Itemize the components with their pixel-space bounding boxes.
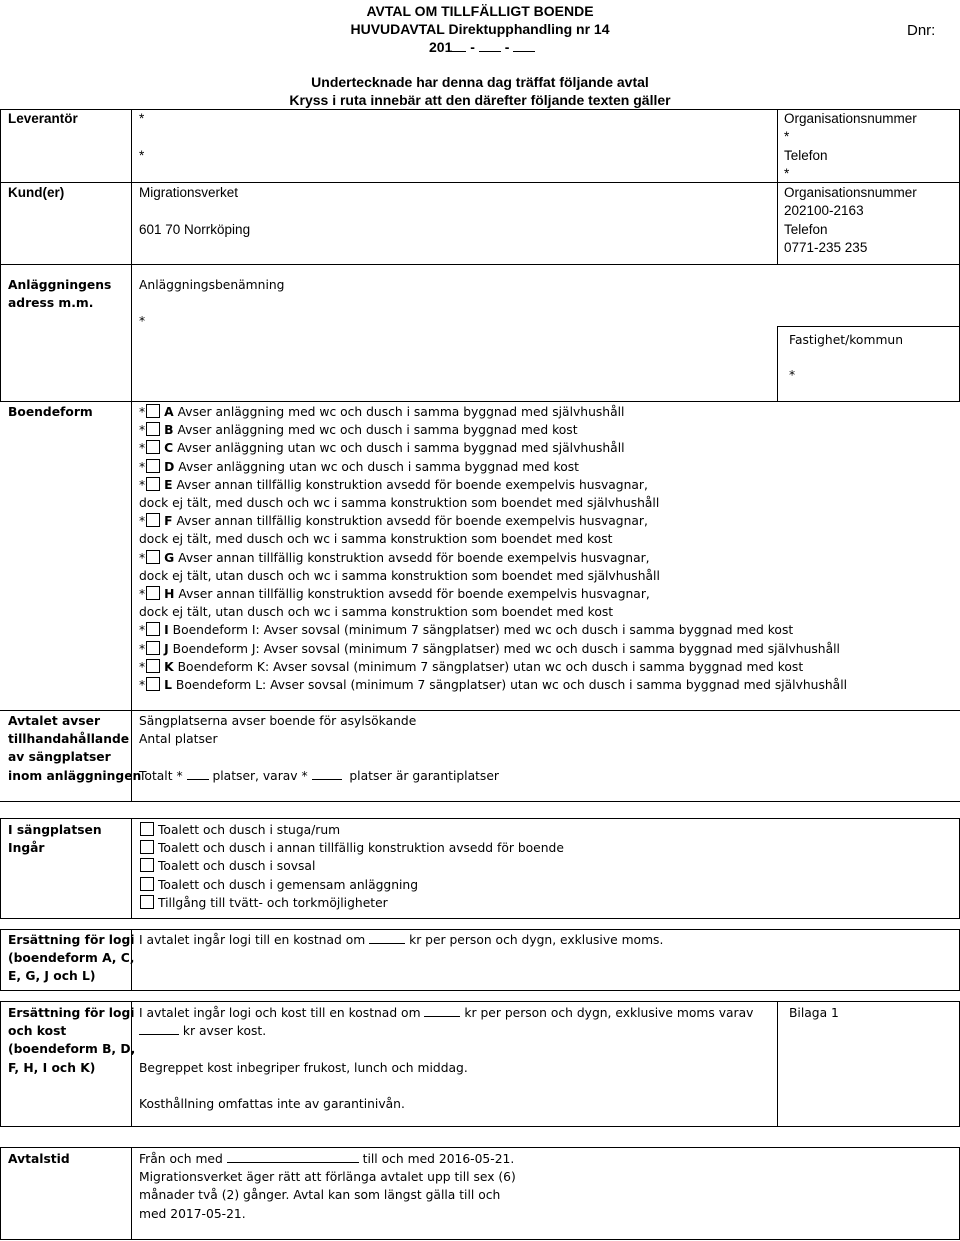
boendeform-option-k: * K Boendeform K: Avser sovsal (minimum 7 sängplatser) utan wc och dusch i samma byggnad med kost (139, 659, 804, 674)
avtalstid-start-field[interactable] (227, 1151, 359, 1163)
boendeform-checkbox-c[interactable] (146, 440, 160, 454)
ingar-label: I sängplatsen Ingår (8, 823, 102, 856)
avtalstid-text: Från och med till och med 2016-05-21. Migrationsverket äger rätt att förlänga avtalet upp till sex (6) månader två (2) gånger. Avtal kan som längst gälla till och med 2017-05-21. (139, 1152, 516, 1221)
avtalstid-label: Avtalstid (8, 1152, 70, 1166)
leverantor-label: Leverantör (8, 111, 78, 126)
boendeform-option-h-cont: dock ej tält, utan dusch och wc i samma konstruktion som boendet med kost (139, 605, 614, 620)
intro-text (220, 73, 740, 109)
boendeform-text: Boendeform J: Avser sovsal (minimum 7 sängplatser) med wc och dusch i samma byggnad med självhushåll (172, 641, 840, 656)
boendeform-option-g-cont: dock ej tält, utan dusch och wc i samma konstruktion som boendet med självhushåll (139, 568, 660, 583)
dnr-label: Dnr: (907, 22, 936, 39)
rule-ingar (0, 818, 960, 819)
boendeform-letter: B (164, 423, 174, 438)
boendeform-option-b: * B Avser anläggning med wc och dusch i samma byggnad med kost (139, 423, 578, 438)
rule-avtalet-bottom (0, 801, 960, 802)
date-year-prefix: 201 (429, 39, 453, 55)
boendeform-letter: J (164, 641, 169, 656)
ingar-checkbox[interactable] (140, 822, 154, 836)
boendeform-checkbox-j[interactable] (146, 641, 160, 655)
leverantor-tel-label: Telefon (784, 148, 828, 163)
leverantor-address-field[interactable]: * (139, 148, 145, 163)
avtalet-content (139, 712, 939, 785)
ingar-item (139, 857, 939, 875)
boendeform-text: Avser anläggning med wc och dusch i samma byggnad med kost (177, 423, 578, 438)
rule-fastighet-top (777, 326, 960, 327)
date-line: 201 - - (300, 38, 660, 56)
rule-left-3 (0, 929, 1, 990)
boendeform-text: Avser annan tillfällig konstruktion avsedd för boende exempelvis husvagnar, (176, 477, 648, 492)
boendeform-option-i: * I Boendeform I: Avser sovsal (minimum 7 sängplatser) med wc och dusch i samma byggnad med kost (139, 623, 794, 638)
ingar-items (139, 821, 939, 912)
leverantor-org-label: Organisationsnummer (784, 111, 917, 126)
boendeform-option-f-cont: dock ej tält, med dusch och wc i samma konstruktion som boendet med kost (139, 532, 613, 547)
avtalet-asyl-text: Sängplatserna avser boende för asylsökande (139, 714, 417, 728)
boendeform-text: Boendeform K: Avser sovsal (minimum 7 sängplatser) utan wc och dusch i samma byggnad med kost (177, 659, 804, 674)
kund-label: Kund(er) (8, 185, 65, 200)
garanti-platser-field[interactable] (312, 768, 342, 780)
leverantor-name-field[interactable]: * (139, 111, 145, 126)
intro-line-2: Kryss i ruta innebär att den därefter följande texten gäller (289, 92, 671, 108)
boendeform-letter: I (164, 623, 169, 638)
boendeform-text: Avser annan tillfällig konstruktion avsedd för boende exempelvis husvagnar, (176, 514, 648, 529)
title-line-2: HUVUDAVTAL Direktupphandling nr 14 (350, 21, 610, 37)
anlaggning-name-field[interactable]: * (139, 314, 146, 328)
boendeform-label: Boendeform (8, 405, 93, 419)
boendeform-letter: A (164, 405, 174, 419)
leverantor-tel-field[interactable]: * (784, 166, 790, 181)
rule-logikost-bottom (0, 1126, 960, 1127)
ingar-checkbox[interactable] (140, 840, 154, 854)
rule-left-4 (0, 1001, 1, 1126)
ingar-checkbox[interactable] (140, 895, 154, 909)
rule-anlaggning (0, 264, 960, 265)
ingar-item-label: Toalett och dusch i annan tillfällig konstruktion avsedd för boende (158, 841, 564, 856)
intro-line-1: Undertecknade har denna dag träffat följande avtal (311, 74, 649, 90)
ingar-checkbox[interactable] (140, 877, 154, 891)
boendeform-option-l: * L Boendeform L: Avser sovsal (minimum 7 sängplatser) utan wc och dusch i samma byggnad med självhushåll (139, 678, 848, 693)
rule-kund (0, 182, 960, 183)
avtalet-antal-label: Antal platser (139, 732, 218, 747)
boendeform-option-j: * J Boendeform J: Avser sovsal (minimum 7 sängplatser) med wc och dusch i samma byggnad med självhushåll (139, 641, 840, 656)
rule-label-col-5 (131, 1147, 132, 1239)
boendeform-option-h: * H Avser annan tillfällig konstruktion avsedd för boende exempelvis husvagnar, (139, 587, 650, 602)
boendeform-letter: D (164, 459, 175, 474)
ingar-item (139, 876, 939, 894)
kund-org-value: 202100-2163 (784, 203, 864, 218)
kost-garanti-note: Kosthållning omfattas inte av garantinivån. (139, 1096, 405, 1111)
document-title (300, 2, 660, 56)
boendeform-checkbox-b[interactable] (146, 422, 160, 436)
rule-logi-bottom (0, 990, 960, 991)
boendeform-letter: E (164, 477, 173, 492)
logikost-text: I avtalet ingår logi och kost till en kostnad om kr per person och dygn, exklusive moms varav kr avser kost. Begreppet kost inbegriper frukost, lunch och middag. Kosthållning omfattas inte av garantinivån. (139, 1004, 779, 1113)
logikost-label: Ersättning för logi och kost (boendeform B, D, F, H, I och K) (8, 1006, 136, 1075)
boendeform-text: Avser annan tillfällig konstruktion avsedd för boende exempelvis husvagnar, (178, 587, 650, 602)
boendeform-text: Avser anläggning utan wc och dusch i samma byggnad med självhushåll (177, 441, 625, 456)
bilaga-label: Bilaga 1 (789, 1006, 839, 1020)
boendeform-text: Avser annan tillfällig konstruktion avsedd för boende exempelvis husvagnar, (178, 550, 650, 565)
boendeform-option-e-cont: dock ej tält, med dusch och wc i samma konstruktion som boendet med självhushåll (139, 496, 660, 511)
date-year-field[interactable] (452, 40, 466, 52)
boendeform-checkbox-e[interactable] (146, 477, 160, 491)
rule-boendeform (0, 401, 960, 402)
ingar-checkbox[interactable] (140, 858, 154, 872)
boendeform-letter: K (164, 659, 174, 674)
boendeform-checkbox-a[interactable] (146, 404, 160, 418)
boendeform-option-f: * F Avser annan tillfällig konstruktion avsedd för boende exempelvis husvagnar, (139, 514, 648, 529)
boendeform-option-g: * G Avser annan tillfällig konstruktion avsedd för boende exempelvis husvagnar, (139, 550, 650, 565)
boendeform-checkbox-h[interactable] (146, 586, 160, 600)
logi-label: Ersättning för logi (boendeform A, C, E, G, J och L) (8, 933, 135, 984)
date-month-field[interactable] (479, 40, 501, 52)
kost-definition: Begreppet kost inbegriper frukost, lunch och middag. (139, 1060, 468, 1075)
logi-kostnad-field[interactable] (369, 932, 405, 944)
ingar-item-label: Toalett och dusch i sovsal (158, 859, 316, 874)
rule-avtalstid (0, 1147, 960, 1148)
ingar-item (139, 894, 939, 912)
boendeform-checkbox-l[interactable] (146, 677, 160, 691)
kund-tel-value: 0771-235 235 (784, 240, 868, 255)
kund-address: 601 70 Norrköping (139, 222, 251, 237)
boendeform-option-c: * C Avser anläggning utan wc och dusch i samma byggnad med självhushåll (139, 441, 625, 456)
boendeform-text: Boendeform L: Avser sovsal (minimum 7 sängplatser) utan wc och dusch i samma byggnad med självhushåll (175, 678, 848, 693)
rule-label-col-2 (131, 818, 132, 918)
avtalet-totalt-line: Totalt * platser, varav * platser är garantiplatser (139, 768, 499, 783)
rule-logikost (0, 1001, 960, 1002)
leverantor-org-field[interactable]: * (784, 129, 790, 144)
rule-left-5 (0, 1147, 1, 1239)
ingar-item-label: Toalett och dusch i gemensam anläggning (158, 877, 419, 892)
boendeform-letter: G (164, 550, 175, 565)
fastighet-field[interactable]: * (789, 368, 796, 382)
rule-avtalet (0, 710, 960, 711)
kund-org-label: Organisationsnummer (784, 185, 917, 200)
date-day-field[interactable] (513, 40, 535, 52)
ingar-item (139, 821, 939, 839)
rule-logi (0, 929, 960, 930)
title-line-1: AVTAL OM TILLFÄLLIGT BOENDE (366, 3, 594, 19)
boendeform-letter: H (164, 587, 175, 602)
ingar-item (139, 839, 939, 857)
logikost-kostnad-field[interactable] (424, 1005, 460, 1017)
fastighet-label: Fastighet/kommun (789, 333, 904, 347)
boendeform-option-d: * D Avser anläggning utan wc och dusch i samma byggnad med kost (139, 459, 579, 474)
boendeform-checkbox-f[interactable] (146, 513, 160, 527)
ingar-item-label: Tillgång till tvätt- och torkmöjligheter (158, 895, 388, 910)
boendeform-text: Boendeform I: Avser sovsal (minimum 7 sängplatser) med wc och dusch i samma byggnad med kost (172, 623, 794, 638)
logi-text: I avtalet ingår logi till en kostnad om kr per person och dygn, exklusive moms. (139, 933, 664, 947)
rule-left-1 (0, 109, 1, 401)
anlaggning-name-label: Anläggningsbenämning (139, 278, 285, 292)
rule-right-col-2 (777, 326, 778, 401)
anlaggning-label: Anläggningens adress m.m. (8, 278, 112, 311)
boendeform-checkbox-g[interactable] (146, 550, 160, 564)
rule-bottom (0, 1239, 960, 1240)
boendeform-option-e: * E Avser annan tillfällig konstruktion avsedd för boende exempelvis husvagnar, (139, 477, 648, 492)
kost-andel-field[interactable] (139, 1023, 179, 1035)
boendeform-text: Avser anläggning med wc och dusch i samma byggnad med självhushåll (177, 405, 625, 419)
boendeform-letter: C (164, 441, 174, 456)
rule-ingar-bottom (0, 918, 960, 919)
boendeform-text: Avser anläggning utan wc och dusch i samma byggnad med kost (178, 459, 579, 474)
rule-left-2 (0, 818, 1, 918)
boendeform-options (139, 403, 954, 694)
boendeform-checkbox-i[interactable] (146, 622, 160, 636)
kund-name: Migrationsverket (139, 185, 239, 200)
totalt-platser-field[interactable] (187, 768, 209, 780)
avtalet-label: Avtalet avser tillhandahållande av sängplatser inom anläggningen (8, 714, 142, 783)
rule-right-col (777, 109, 778, 264)
kund-tel-label: Telefon (784, 222, 828, 237)
ingar-item-label: Toalett och dusch i stuga/rum (158, 823, 341, 837)
boendeform-letter: L (164, 678, 172, 693)
boendeform-option-a: * A Avser anläggning med wc och dusch i samma byggnad med självhushåll (139, 405, 625, 419)
boendeform-checkbox-k[interactable] (146, 659, 160, 673)
rule-label-col-1 (131, 109, 132, 801)
boendeform-checkbox-d[interactable] (146, 459, 160, 473)
boendeform-letter: F (164, 514, 173, 529)
